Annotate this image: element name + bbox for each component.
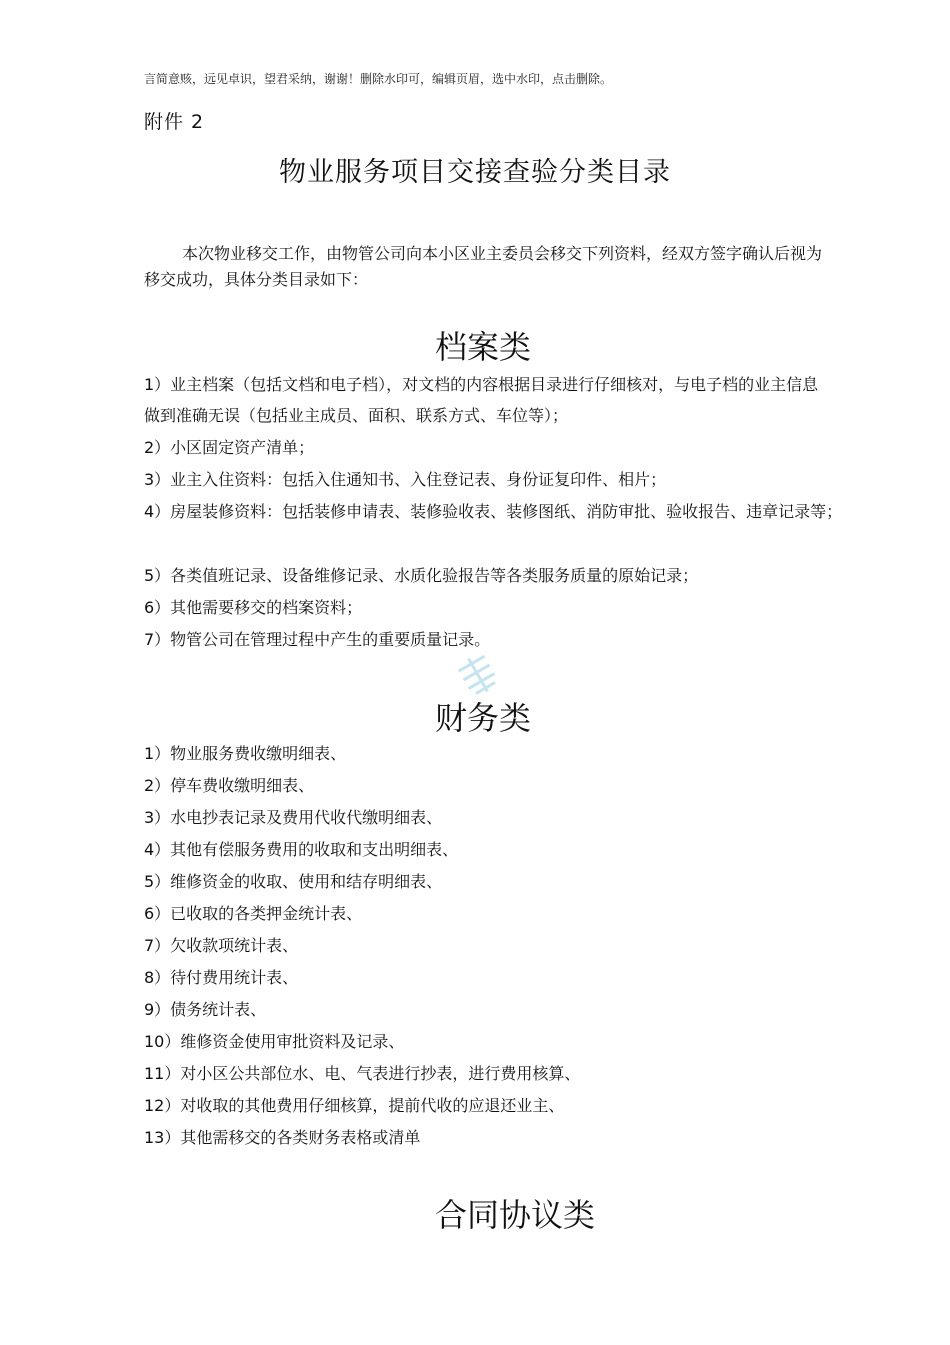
intro-paragraph: 本次物业移交工作，由物管公司向本小区业主委员会移交下列资料，经双方签字确认后视为移交成功，具体分类目录如下： (144, 244, 823, 289)
list-item: 2）停车费收缴明细表、 (144, 776, 315, 795)
list-item: 3）水电抄表记录及费用代收代缴明细表、 (144, 808, 443, 827)
list-item: 6）已收取的各类押金统计表、 (144, 904, 363, 923)
attachment-label: 附件 2 (144, 111, 205, 133)
section-heading-archives: 档案类 (434, 328, 531, 366)
list-item: 10）维修资金使用审批资料及记录、 (144, 1032, 405, 1051)
header-note: 言简意赅，远见卓识，望君采纳，谢谢！删除水印可，编辑页眉，选中水印，点击删除。 (144, 72, 613, 86)
list-item: 11）对小区公共部位水、电、气表进行抄表，进行费用核算、 (144, 1064, 581, 1083)
list-item: 5）各类值班记录、设备维修记录、水质化验报告等各类服务质量的原始记录； (144, 566, 699, 585)
section-heading-contracts: 合同协议类 (434, 1196, 595, 1234)
list-item: 7）物管公司在管理过程中产生的重要质量记录。 (144, 630, 491, 649)
list-item: 1）物业服务费收缴明细表、 (144, 744, 347, 763)
page-title: 物业服务项目交接查验分类目录 (279, 157, 671, 188)
list-item: 12）对收取的其他费用仔细核算，提前代收的应退还业主、 (144, 1096, 565, 1115)
list-item: 1）业主档案（包括文档和电子档），对文档的内容根据目录进行仔细核对，与电子档的业主信息做到准确无误（包括业主成员、面积、联系方式、车位等）； (144, 375, 819, 425)
section-heading-finance: 财务类 (434, 699, 531, 737)
list-item: 3）业主入住资料：包括入住通知书、入住登记表、身份证复印件、相片； (144, 470, 667, 489)
list-item: 6）其他需要移交的档案资料； (144, 598, 363, 617)
list-item: 4）其他有偿服务费用的收取和支出明细表、 (144, 840, 459, 859)
list-item: 8）待付费用统计表、 (144, 968, 299, 987)
list-item: 2）小区固定资产清单； (144, 438, 315, 457)
list-item: 5）维修资金的收取、使用和结存明细表、 (144, 872, 443, 891)
list-item: 4）房屋装修资料：包括装修申请表、装修验收表、装修图纸、消防审批、验收报告、违章记录等； (144, 502, 843, 521)
list-item: 7）欠收款项统计表、 (144, 936, 299, 955)
list-item: 13）其他需移交的各类财务表格或清单 (144, 1128, 421, 1147)
list-item: 9）债务统计表、 (144, 1000, 267, 1019)
